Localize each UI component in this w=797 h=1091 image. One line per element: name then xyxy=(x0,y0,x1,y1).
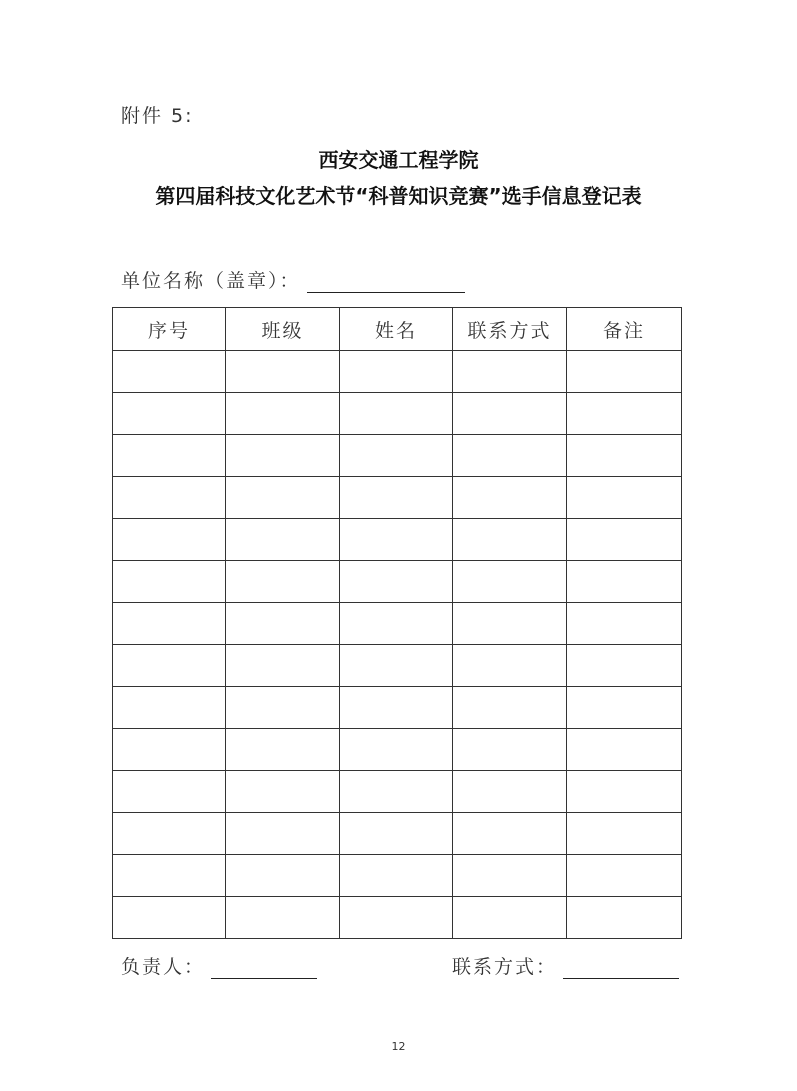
cell-name[interactable] xyxy=(340,603,453,645)
cell-contact[interactable] xyxy=(453,771,567,813)
cell-class[interactable] xyxy=(226,771,340,813)
cell-class[interactable] xyxy=(226,561,340,603)
cell-name[interactable] xyxy=(340,645,453,687)
cell-class[interactable] xyxy=(226,897,340,939)
cell-name[interactable] xyxy=(340,435,453,477)
cell-serial-number[interactable] xyxy=(113,855,226,897)
cell-name[interactable] xyxy=(340,477,453,519)
cell-serial-number[interactable] xyxy=(113,435,226,477)
cell-serial-number[interactable] xyxy=(113,393,226,435)
cell-class[interactable] xyxy=(226,855,340,897)
cell-serial-number[interactable] xyxy=(113,813,226,855)
cell-name[interactable] xyxy=(340,729,453,771)
cell-remarks[interactable] xyxy=(567,897,682,939)
cell-name[interactable] xyxy=(340,771,453,813)
cell-serial-number[interactable] xyxy=(113,897,226,939)
table-row xyxy=(113,645,682,687)
unit-name-blank[interactable] xyxy=(307,270,465,293)
responsible-person-blank[interactable] xyxy=(211,956,317,979)
cell-class[interactable] xyxy=(226,645,340,687)
form-title: 第四届科技文化艺术节“科普知识竞赛”选手信息登记表 xyxy=(155,184,642,208)
responsible-person-row xyxy=(121,952,317,979)
cell-contact[interactable] xyxy=(453,813,567,855)
cell-remarks[interactable] xyxy=(567,771,682,813)
cell-class[interactable] xyxy=(226,393,340,435)
cell-serial-number[interactable] xyxy=(113,603,226,645)
table-header-row xyxy=(113,308,682,351)
unit-name-label: 单位名称（盖章）： xyxy=(121,270,301,292)
cell-class[interactable] xyxy=(226,519,340,561)
cell-contact[interactable] xyxy=(453,519,567,561)
registration-table xyxy=(112,307,682,939)
cell-remarks[interactable] xyxy=(567,645,682,687)
table-row xyxy=(113,477,682,519)
cell-name[interactable] xyxy=(340,813,453,855)
institution-title: 西安交通工程学院 xyxy=(318,148,479,172)
cell-name[interactable] xyxy=(340,519,453,561)
table-row xyxy=(113,729,682,771)
contact-label: 联系方式： xyxy=(452,956,558,978)
cell-contact[interactable] xyxy=(453,729,567,771)
cell-remarks[interactable] xyxy=(567,351,682,393)
cell-contact[interactable] xyxy=(453,897,567,939)
table-row xyxy=(113,393,682,435)
header-serial-number: 序号 xyxy=(113,308,226,351)
cell-remarks[interactable] xyxy=(567,813,682,855)
cell-serial-number[interactable] xyxy=(113,771,226,813)
cell-name[interactable] xyxy=(340,687,453,729)
cell-class[interactable] xyxy=(226,351,340,393)
cell-name[interactable] xyxy=(340,897,453,939)
cell-name[interactable] xyxy=(340,561,453,603)
header-contact: 联系方式 xyxy=(453,308,567,351)
cell-serial-number[interactable] xyxy=(113,687,226,729)
cell-contact[interactable] xyxy=(453,393,567,435)
cell-name[interactable] xyxy=(340,351,453,393)
table-row xyxy=(113,897,682,939)
cell-serial-number[interactable] xyxy=(113,351,226,393)
cell-class[interactable] xyxy=(226,729,340,771)
cell-class[interactable] xyxy=(226,435,340,477)
cell-class[interactable] xyxy=(226,603,340,645)
cell-contact[interactable] xyxy=(453,855,567,897)
header-class: 班级 xyxy=(226,308,340,351)
table-row xyxy=(113,813,682,855)
cell-contact[interactable] xyxy=(453,687,567,729)
cell-serial-number[interactable] xyxy=(113,519,226,561)
unit-name-row xyxy=(121,266,465,293)
table-row xyxy=(113,435,682,477)
cell-serial-number[interactable] xyxy=(113,477,226,519)
cell-name[interactable] xyxy=(340,855,453,897)
cell-remarks[interactable] xyxy=(567,603,682,645)
cell-contact[interactable] xyxy=(453,435,567,477)
cell-serial-number[interactable] xyxy=(113,561,226,603)
header-name: 姓名 xyxy=(340,308,453,351)
cell-contact[interactable] xyxy=(453,645,567,687)
cell-remarks[interactable] xyxy=(567,477,682,519)
cell-contact[interactable] xyxy=(453,351,567,393)
cell-remarks[interactable] xyxy=(567,855,682,897)
cell-remarks[interactable] xyxy=(567,687,682,729)
table-row xyxy=(113,561,682,603)
cell-class[interactable] xyxy=(226,813,340,855)
table-row xyxy=(113,351,682,393)
header-remarks: 备注 xyxy=(567,308,682,351)
contact-row xyxy=(452,952,679,979)
table-row xyxy=(113,771,682,813)
cell-name[interactable] xyxy=(340,393,453,435)
cell-remarks[interactable] xyxy=(567,519,682,561)
cell-class[interactable] xyxy=(226,477,340,519)
table-row xyxy=(113,855,682,897)
contact-blank[interactable] xyxy=(563,956,679,979)
cell-class[interactable] xyxy=(226,687,340,729)
page-number: 12 xyxy=(391,1040,406,1053)
cell-remarks[interactable] xyxy=(567,561,682,603)
cell-contact[interactable] xyxy=(453,477,567,519)
cell-serial-number[interactable] xyxy=(113,729,226,771)
attachment-label: 附件 5: xyxy=(121,105,194,127)
cell-remarks[interactable] xyxy=(567,435,682,477)
table-row xyxy=(113,603,682,645)
cell-remarks[interactable] xyxy=(567,393,682,435)
cell-contact[interactable] xyxy=(453,561,567,603)
cell-remarks[interactable] xyxy=(567,729,682,771)
responsible-person-label: 负责人： xyxy=(121,956,206,978)
cell-contact[interactable] xyxy=(453,603,567,645)
table-row xyxy=(113,519,682,561)
table-row xyxy=(113,687,682,729)
cell-serial-number[interactable] xyxy=(113,645,226,687)
